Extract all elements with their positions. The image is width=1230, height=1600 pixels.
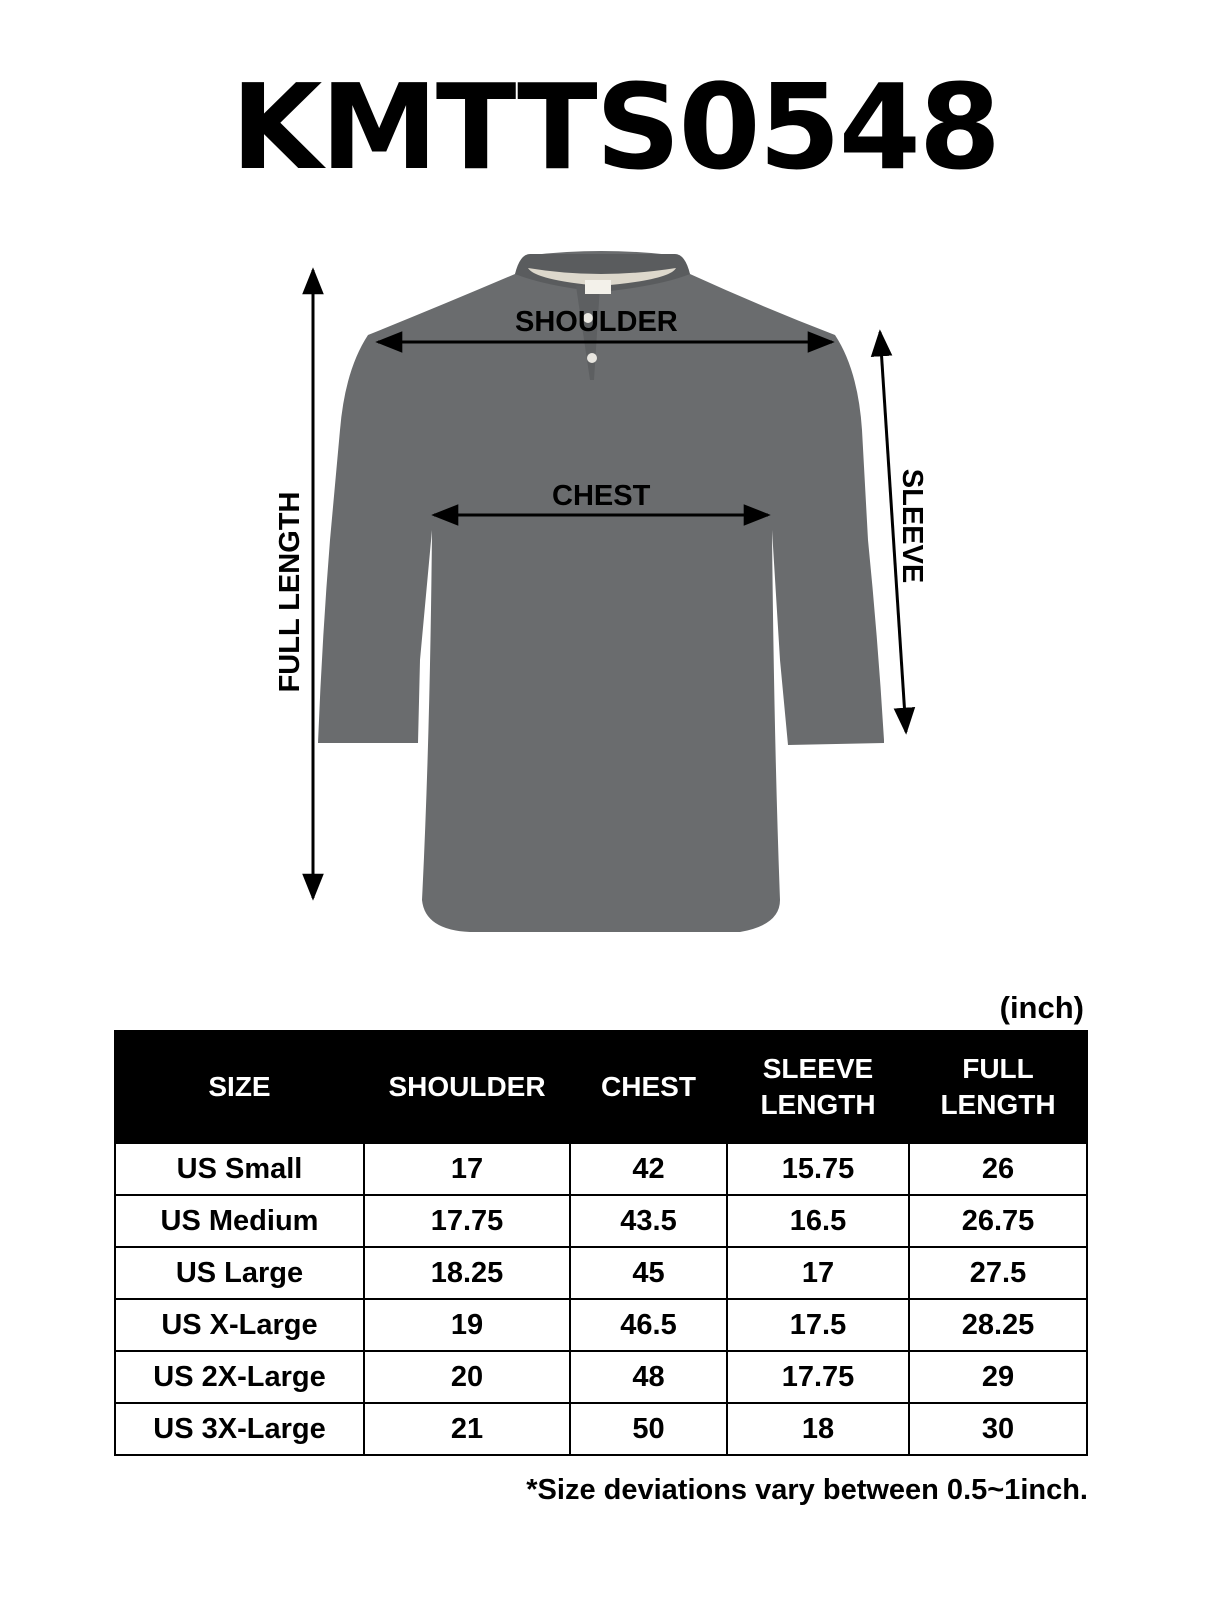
full-length-cell: 29 xyxy=(909,1351,1087,1403)
header-chest: CHEST xyxy=(570,1031,727,1143)
chest-cell: 46.5 xyxy=(570,1299,727,1351)
shoulder-cell: 20 xyxy=(364,1351,570,1403)
header-sleeve-length: SLEEVE LENGTH xyxy=(727,1031,909,1143)
full-length-cell: 26.75 xyxy=(909,1195,1087,1247)
chest-cell: 43.5 xyxy=(570,1195,727,1247)
full-length-label: FULL LENGTH xyxy=(274,491,306,693)
sleeve-length-cell: 16.5 xyxy=(727,1195,909,1247)
chest-cell: 48 xyxy=(570,1351,727,1403)
sleeve-label: SLEEVE xyxy=(896,468,928,584)
size-cell: US Small xyxy=(115,1143,364,1195)
garment-diagram xyxy=(0,240,1230,940)
chest-label: CHEST xyxy=(552,480,651,512)
chest-cell: 50 xyxy=(570,1403,727,1455)
full-length-cell: 28.25 xyxy=(909,1299,1087,1351)
table-row xyxy=(115,1247,1087,1299)
full-length-cell: 26 xyxy=(909,1143,1087,1195)
product-code-title: KMTTS0548 xyxy=(231,58,999,196)
size-cell: US Medium xyxy=(115,1195,364,1247)
sleeve-length-cell: 17.75 xyxy=(727,1351,909,1403)
size-cell: US 3X-Large xyxy=(115,1403,364,1455)
shirt-illustration xyxy=(0,240,1230,940)
header-full-length: FULL LENGTH xyxy=(909,1031,1087,1143)
chest-cell: 45 xyxy=(570,1247,727,1299)
header-shoulder: SHOULDER xyxy=(364,1031,570,1143)
table-header-row xyxy=(115,1031,1087,1143)
shoulder-cell: 17.75 xyxy=(364,1195,570,1247)
sleeve-length-cell: 17 xyxy=(727,1247,909,1299)
shoulder-cell: 21 xyxy=(364,1403,570,1455)
chest-cell: 42 xyxy=(570,1143,727,1195)
full-length-cell: 27.5 xyxy=(909,1247,1087,1299)
table-row xyxy=(115,1195,1087,1247)
shoulder-label: SHOULDER xyxy=(515,306,678,338)
table-row xyxy=(115,1351,1087,1403)
table-row xyxy=(115,1299,1087,1351)
size-deviation-footnote: *Size deviations vary between 0.5~1inch. xyxy=(526,1474,1088,1506)
sleeve-length-cell: 15.75 xyxy=(727,1143,909,1195)
full-length-cell: 30 xyxy=(909,1403,1087,1455)
unit-note: (inch) xyxy=(999,990,1084,1025)
size-cell: US 2X-Large xyxy=(115,1351,364,1403)
shoulder-cell: 17 xyxy=(364,1143,570,1195)
shoulder-cell: 19 xyxy=(364,1299,570,1351)
size-cell: US X-Large xyxy=(115,1299,364,1351)
size-cell: US Large xyxy=(115,1247,364,1299)
table-row xyxy=(115,1143,1087,1195)
sleeve-length-cell: 17.5 xyxy=(727,1299,909,1351)
size-chart-table xyxy=(114,1030,1088,1456)
shoulder-cell: 18.25 xyxy=(364,1247,570,1299)
sleeve-length-cell: 18 xyxy=(727,1403,909,1455)
header-size: SIZE xyxy=(115,1031,364,1143)
table-row xyxy=(115,1403,1087,1455)
shirt-body-shape xyxy=(318,251,884,932)
